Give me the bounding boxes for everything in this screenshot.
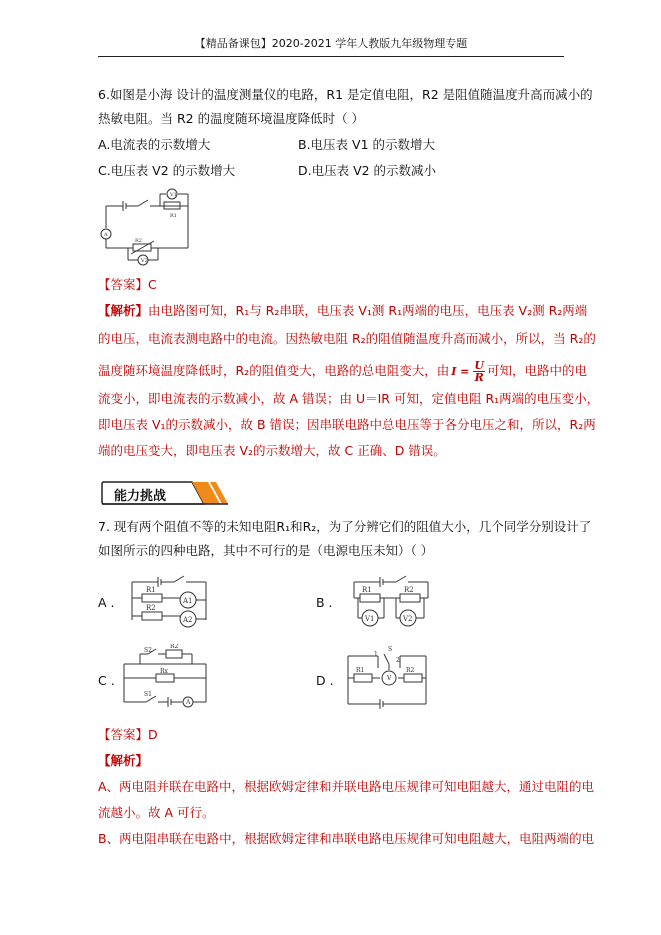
qc-r2-label: R2 [170, 644, 179, 650]
banner-title: 能力挑战 [114, 489, 167, 504]
qc-ammeter-label: A [186, 699, 191, 706]
qc-s1-label: S1 [144, 691, 152, 698]
q6-v1-label: V1 [170, 192, 177, 198]
q7-circuit-c [120, 644, 210, 710]
qb-v1-label: V1 [365, 615, 375, 623]
qd-node1-label: 1 [374, 651, 378, 658]
q7-analysis-a-line2: 流越小。故 A 可行。 [98, 805, 215, 820]
q7-circuit-b [350, 572, 432, 628]
q7-analysis-a-line1: A、两电阻并联在电路中，根据欧姆定律和并联电路电压规律可知电阻越大，通过电阻的电 [98, 779, 595, 794]
q7-analysis-label: 【解析】 [98, 753, 149, 768]
q6-option-c: C.电压表 V2 的示数增大 [98, 163, 236, 178]
q7-label-a: A . [98, 595, 115, 610]
qd-r1-label: R1 [356, 667, 365, 674]
q7-label-c: C . [98, 673, 115, 688]
qd-r2-label: R2 [406, 667, 415, 674]
q7-analysis-b-line1: B、两电阻串联在电路中，根据欧姆定律和串联电路电压规律可知电阻越大，电阻两端的电 [98, 831, 595, 846]
qa-r2-label: R2 [146, 604, 156, 612]
qa-a1-label: A1 [183, 597, 193, 605]
qa-r1-label: R1 [146, 586, 156, 594]
section-banner [100, 480, 230, 506]
qa-a2-label: A2 [183, 616, 193, 624]
q7-label-b: B . [316, 595, 333, 610]
q6-analysis-line6: 端的电压变大，即电压表 V₂的示数增大，故 C 正确、D 错误。 [98, 443, 446, 458]
q6-v2-label: V2 [141, 258, 148, 264]
q7-circuit-a [128, 572, 210, 628]
q7-circuit-d [344, 646, 430, 710]
q6-analysis-text1: 由电路图可知，R₁与 R₂串联，电压表 V₁测 R₁两端的电压，电压表 V₂测 R₂两端 [148, 303, 588, 318]
q6-analysis-line5: 即电压表 V₁的示数减小，故 B 错误；因串联电路中总电压等于各分电压之和，所以，R₂两 [98, 417, 596, 432]
q6-analysis-line2: 的电压，电流表测电路中的电流。因热敏电阻 R₂的阻值随温度升高而减小，所以，当 R₂的 [98, 331, 596, 346]
q6-formula-numerator: U [474, 359, 484, 372]
q6-formula-denominator: R [474, 371, 484, 384]
qd-v-label: V [387, 675, 392, 682]
q7-label-d: D . [316, 673, 334, 688]
q6-r2-label: R2 [135, 238, 142, 244]
q6-stem-line1: 6.如图是小海 设计的温度测量仪的电路，R1 是定值电阻，R2 是阻值随温度升高而减小的 [98, 87, 593, 102]
q6-stem-line2: 热敏电阻。当 R2 的温度随环境温度降低时（ ） [98, 111, 365, 126]
page-header: 【精品备课包】2020-2021 学年人教版九年级物理专题 [98, 34, 564, 57]
q6-ammeter-label: A [104, 232, 108, 238]
q6-analysis-text3b: 可知，电路中的电 [487, 363, 588, 378]
q6-formula-fraction [473, 360, 485, 383]
q6-analysis-line1 [98, 302, 587, 320]
q6-r1-label: R1 [170, 213, 177, 219]
q6-analysis-line3 [98, 360, 587, 383]
qc-s2-label: S2 [144, 647, 152, 654]
q6-analysis-text3a: 温度随环境温度降低时，R₂的阻值变大，电路的总电阻变大，由 [98, 363, 450, 378]
q6-option-b: B.电压表 V1 的示数增大 [298, 137, 435, 152]
q7-stem-line2: 如图所示的四种电路，其中不可行的是（电源电压未知）（ ） [98, 543, 434, 558]
q6-option-a: A.电流表的示数增大 [98, 137, 211, 152]
qd-node2-label: 2 [396, 657, 400, 664]
q6-answer: 【答案】C [98, 277, 157, 292]
q6-analysis-label: 【解析】 [98, 303, 149, 318]
qb-r1-label: R1 [362, 586, 372, 594]
qc-rx-label: Rx [160, 668, 168, 675]
qb-r2-label: R2 [404, 586, 414, 594]
q7-answer: 【答案】D [98, 727, 158, 742]
qd-s-label: S [388, 646, 393, 653]
q6-formula-lhs: I = [451, 365, 470, 378]
q6-analysis-line4: 流变小，即电流表的示数减小，故 A 错误；由 U＝IR 可知，定值电阻 R₁两端的电压变小， [98, 391, 600, 406]
q7-stem-line1: 7. 现有两个阻值不等的未知电阻R₁和R₂，为了分辨它们的阻值大小，几个同学分别设计了 [98, 519, 592, 534]
qb-v2-label: V2 [403, 615, 413, 623]
q6-option-d: D.电压表 V2 的示数减小 [298, 163, 437, 178]
q6-circuit-diagram [98, 186, 198, 266]
